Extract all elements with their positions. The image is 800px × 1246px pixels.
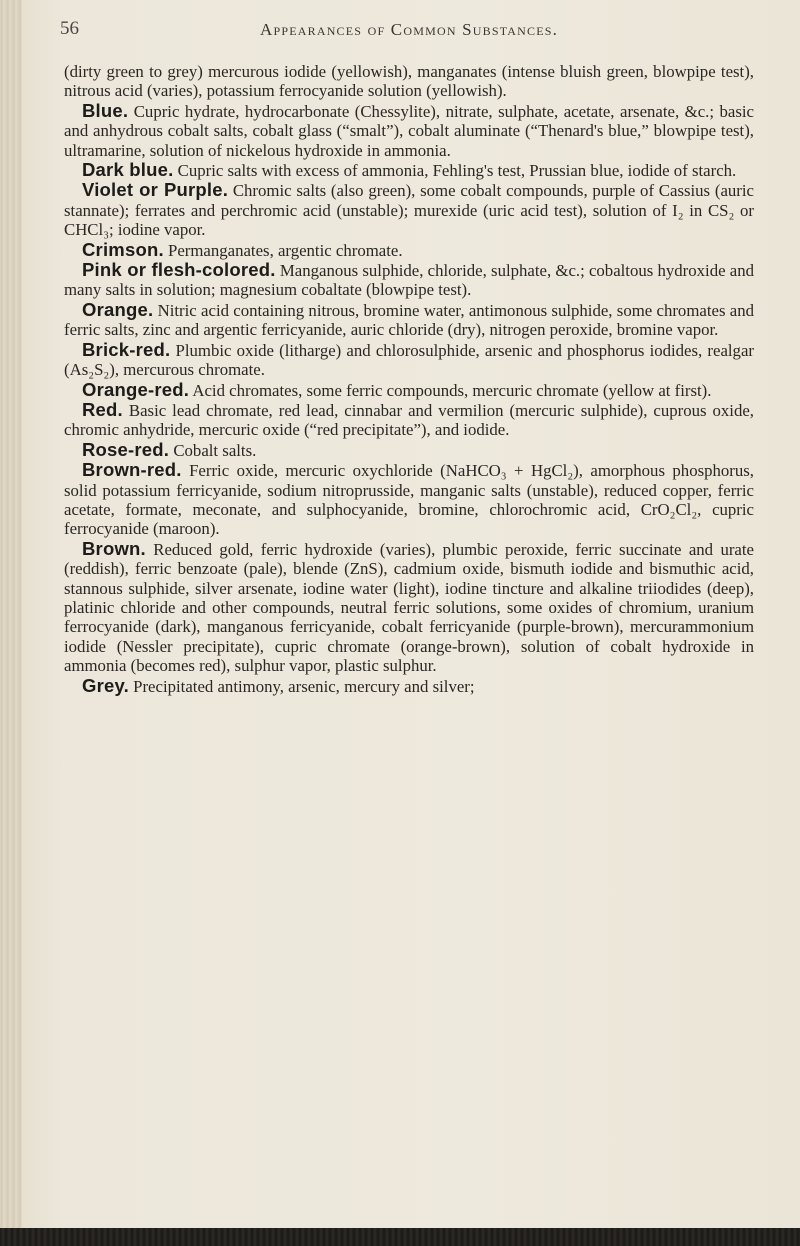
entry-term: Dark blue. [82, 159, 174, 181]
entry-text: Cupric hydrate, hydrocarbonate (Chessylite), nitrate, sulphate, acetate, arsenate, &c.; basic and anhydrous cobalt salts, cobalt glass (“smalt”), cobalt aluminate (“Thenard's blue,” blowpipe test), ultramarine, solution of nickelous hydroxide in ammonia. [64, 101, 754, 160]
entry-term: Crimson. [82, 238, 164, 260]
entry-rose-red [64, 440, 754, 460]
entry-brick-red [64, 340, 754, 380]
entry-term: Orange-red. [82, 378, 190, 400]
entry-orange-red [64, 380, 754, 400]
entry-text: Permanganates, argentic chromate. [167, 240, 403, 260]
entry-term: Violet or Purple. [82, 179, 229, 201]
entry-violet-purple [64, 180, 754, 239]
entry-term: Pink or flesh-colored. [82, 259, 276, 281]
entry-term: Rose-red. [82, 438, 170, 460]
entry-term: Red. [82, 398, 123, 420]
entry-text: Plumbic oxide (litharge) and chlorosulphide, arsenic and phosphorus iodides, realgar (As₂S₂), mercurous chromate. [64, 340, 754, 380]
entry-text: Manganous sulphide, chloride, sulphate, &c.; cobaltous hydroxide and many salts in solution; magnesium cobaltate (blowpipe test). [64, 261, 755, 300]
entry-term: Brown-red. [82, 459, 182, 481]
page-number: 56 [60, 18, 79, 39]
running-title: Appearances of Common Substances. [260, 20, 559, 39]
page-header [60, 18, 760, 48]
entry-term: Orange. [82, 298, 154, 320]
entry-red [64, 400, 754, 440]
entry-orange [64, 300, 754, 340]
binding-gutter [0, 0, 22, 1246]
entry-text: Nitric acid containing nitrous, bromine water, antimonous sulphide, some chromates and ferric salts, zinc and argentic ferricyanide, auric chloride (dry), nitrogen peroxide, bromine vapor. [64, 300, 754, 340]
entry-text: Cobalt salts. [173, 440, 257, 460]
page-body [64, 62, 754, 696]
entry-term: Blue. [82, 99, 129, 121]
entry-text: Cupric salts with excess of ammonia, Fehling's test, Prussian blue, iodide of starch. [177, 161, 737, 181]
entry-brown [64, 539, 754, 676]
entry-crimson [64, 240, 754, 260]
entry-text: Precipitated antimony, arsenic, mercury and silver; [133, 676, 475, 696]
entry-term: Grey. [82, 674, 129, 696]
entry-text: Chromic salts (also green), some cobalt compounds, purple of Cassius (auric stannate); ferrates and perchromic acid (unstable); murexide (uric acid test), solution of I₂ in CS₂ or CHCl₃; iodine vapor. [64, 181, 754, 240]
entry-grey [64, 676, 754, 696]
bottom-edge-shadow [0, 1228, 800, 1246]
entry-text: Reduced gold, ferric hydroxide (varies), plumbic peroxide, ferric succinate and urate (reddish), ferric benzoate (pale), blende (ZnS), cadmium oxide, bismuth iodide and bismuthic acid, stannous sulphide, silver arsenate, iodine water (light), iodine tincture and alkaline triiodides (deep), platinic chloride and other compounds, neutral ferric solutions, some oxides of chromium, uranium ferrocyanide (dark), manganous ferricyanide, cobalt ferricyanide (purple-brown), mercurammonium iodide (Nessler precipitate), cupric chromate (orange-brown), solution of cobalt hydroxide in ammonia (becomes red), sulphur vapor, plastic sulphur. [64, 539, 754, 676]
entry-text: Ferric oxide, mercuric oxychloride (NaHCO₃ + HgCl₂), amorphous phosphorus, solid potassium ferricyanide, sodium nitroprusside, manganic salts (unstable), reduced copper, ferric acetate, formate, meconate, and sulphocyanide, bromine, chlorochromic acid, CrO₂Cl₂, cupric ferrocyanide (maroon). [64, 461, 754, 539]
entry-dark-blue [64, 160, 754, 180]
entry-brown-red [64, 460, 754, 539]
entry-text: Acid chromates, some ferric compounds, mercuric chromate (yellow at first). [192, 380, 712, 400]
intro-paragraph: (dirty green to grey) mercurous iodide (yellowish), manganates (intense bluish green, blowpipe test), nitrous acid (varies), potassium ferrocyanide solution (yellowish). [64, 62, 754, 101]
entry-term: Brick-red. [82, 338, 171, 360]
entry-text: Basic lead chromate, red lead, cinnabar and vermilion (mercuric sulphide), cuprous oxide, chromic anhydride, mercuric oxide (“red precipitate”), and iodide. [64, 400, 754, 440]
entry-pink [64, 260, 754, 300]
entry-term: Brown. [82, 537, 146, 559]
entry-blue [64, 101, 754, 160]
